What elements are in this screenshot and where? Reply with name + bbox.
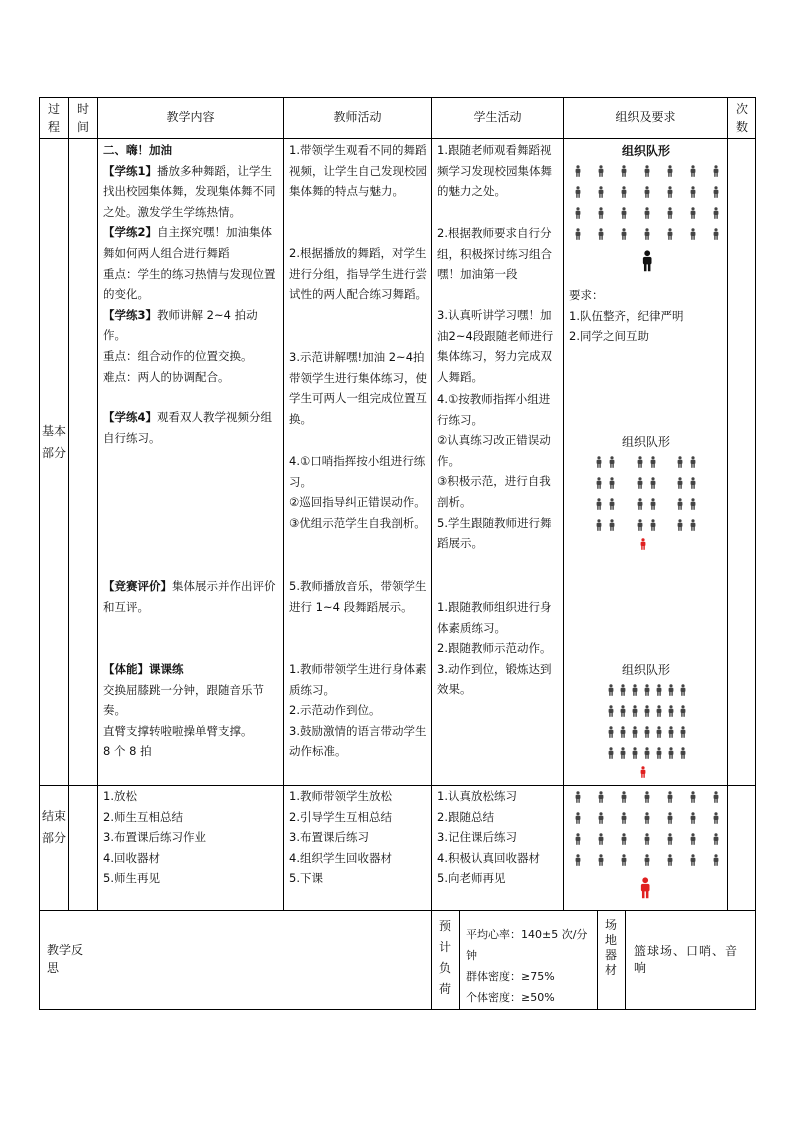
student-icon: [712, 207, 720, 219]
load-label: 预计负荷: [438, 919, 451, 996]
content-competition: 【竞赛评价】集体展示并作出评价和互评。: [103, 579, 276, 614]
org-requirements: 要求： 1.队伍整齐，纪律严明 2.同学之间互助: [569, 288, 684, 344]
formation-1: [564, 160, 728, 280]
student-icon: [666, 228, 674, 240]
venue-value: 篮球场、口哨、音响: [634, 944, 739, 975]
student-icon: [620, 207, 628, 219]
student-icon: [667, 747, 675, 759]
student-icon: [676, 498, 684, 510]
student-icon: [597, 186, 605, 198]
student-icon: [679, 705, 687, 717]
student-icon: [643, 726, 651, 738]
header-teacher: 教师活动: [333, 110, 382, 124]
basic-teacher-1: 1.带领学生观看不同的舞蹈视频，让学生自己发现校园集体舞的特点与魅力。: [289, 143, 427, 199]
teacher-icon: [639, 538, 647, 550]
end-student: 1.认真放松练习 2.跟随总结 3.记住课后练习 4.积极认真回收器材 5.向老师再见: [437, 789, 540, 886]
venue-label: 场地器材: [604, 918, 617, 977]
student-icon: [666, 812, 674, 824]
student-icon: [597, 207, 605, 219]
content-item-4: 【学练3】教师讲解 2~4 拍动作。: [103, 307, 258, 343]
student-icon: [597, 165, 605, 177]
student-icon: [636, 456, 644, 468]
student-icon: [636, 519, 644, 531]
student-icon: [619, 705, 627, 717]
student-icon: [712, 228, 720, 240]
header-count: 次数: [735, 102, 748, 134]
student-icon: [620, 812, 628, 824]
student-icon: [649, 519, 657, 531]
student-icon: [643, 747, 651, 759]
student-icon: [689, 854, 697, 866]
student-icon: [643, 228, 651, 240]
student-icon: [607, 684, 615, 696]
student-icon: [631, 705, 639, 717]
student-icon: [574, 812, 582, 824]
student-icon: [631, 684, 639, 696]
student-icon: [620, 833, 628, 845]
student-icon: [712, 812, 720, 824]
basic-student-3: 3.认真听讲学习嘿！加油2~4段跟随老师进行集体练习，努力完成双人舞蹈。: [437, 308, 554, 384]
student-icon: [689, 519, 697, 531]
student-icon: [620, 186, 628, 198]
student-icon: [667, 684, 675, 696]
student-icon: [666, 207, 674, 219]
formation-3: [564, 680, 728, 780]
student-icon: [574, 207, 582, 219]
student-icon: [574, 854, 582, 866]
student-icon: [595, 498, 603, 510]
end-content: 1.放松 2.师生互相总结 3.布置课后练习作业 4.回收器材 5.师生再见: [103, 789, 206, 886]
student-icon: [620, 854, 628, 866]
teacher-icon: [639, 766, 647, 778]
student-icon: [676, 519, 684, 531]
content-item-6: 难点：两人的协调配合。: [103, 369, 230, 384]
content-item-5: 重点：组合动作的位置交换。: [103, 348, 253, 363]
student-icon: [676, 477, 684, 489]
student-icon: [607, 747, 615, 759]
student-icon: [649, 498, 657, 510]
student-icon: [597, 812, 605, 824]
student-icon: [689, 498, 697, 510]
student-icon: [574, 791, 582, 803]
header-student: 学生活动: [473, 110, 522, 124]
basic-student-5: 1.跟随教师组织进行身体素质练习。 2.跟随教师示范动作。 3.动作到位，锻炼达到效果。: [437, 600, 552, 697]
student-icon: [574, 186, 582, 198]
student-icon: [679, 747, 687, 759]
student-icon: [619, 726, 627, 738]
content-item-1: 【学练1】播放多种舞蹈，让学生找出校园集体舞，发现集体舞不同之处。激发学生学练热情。: [103, 163, 276, 219]
org-title-3: 组织队形: [621, 663, 670, 677]
org-title-1: 组织队形: [621, 144, 670, 158]
student-icon: [649, 456, 657, 468]
student-icon: [676, 456, 684, 468]
student-icon: [689, 228, 697, 240]
student-icon: [689, 207, 697, 219]
student-icon: [597, 854, 605, 866]
basic-student-4: 4.①按教师指挥小组进行练习。 ②认真练习改正错误动作。 ③积极示范，进行自我剖析。 5.学生跟随教师进行舞蹈展示。: [437, 392, 552, 551]
section-basic-label: 基本部分: [42, 424, 67, 460]
header-content: 教学内容: [166, 110, 215, 124]
student-icon: [643, 791, 651, 803]
student-icon: [636, 477, 644, 489]
student-icon: [595, 477, 603, 489]
student-icon: [689, 833, 697, 845]
student-icon: [679, 684, 687, 696]
student-icon: [666, 791, 674, 803]
student-icon: [631, 726, 639, 738]
student-icon: [597, 833, 605, 845]
header-process: 过程: [47, 102, 60, 134]
student-icon: [574, 165, 582, 177]
student-icon: [636, 498, 644, 510]
student-icon: [620, 165, 628, 177]
student-icon: [712, 854, 720, 866]
student-icon: [712, 833, 720, 845]
content-item-2: 【学练2】自主探究嘿！加油集体舞如何两人组合进行舞蹈: [103, 225, 273, 260]
teacher-icon: [640, 250, 654, 272]
basic-student-2: 2.根据教师要求自行分组，积极探讨练习组合嘿！加油第一段: [437, 226, 552, 282]
student-icon: [655, 726, 663, 738]
formation-2: [564, 452, 728, 552]
student-icon: [666, 186, 674, 198]
student-icon: [631, 747, 639, 759]
student-icon: [643, 833, 651, 845]
student-icon: [597, 791, 605, 803]
basic-teacher-2: 2.根据播放的舞蹈，对学生进行分组，指导学生进行尝试性的两人配合练习舞蹈。: [289, 246, 427, 302]
student-icon: [643, 812, 651, 824]
student-icon: [689, 812, 697, 824]
student-icon: [620, 791, 628, 803]
student-icon: [597, 228, 605, 240]
student-icon: [689, 456, 697, 468]
student-icon: [643, 207, 651, 219]
basic-teacher-3: 3.示范讲解嘿!加油 2~4拍带领学生进行集体练习，使学生可两人一组完成位置互换。: [289, 350, 427, 426]
content-item-7: 【学练4】观看双人教学视频分组自行练习。: [103, 410, 273, 445]
basic-teacher-4: 4.①口哨指挥按小组进行练习。 ②巡回指导纠正错误动作。 ③优组示范学生自我剖析。: [289, 454, 426, 530]
student-icon: [643, 186, 651, 198]
student-icon: [667, 705, 675, 717]
org-title-2: 组织队形: [621, 435, 670, 449]
content-fitness: 【体能】课课练 交换屈膝跳一分钟，跟随音乐节奏。 直臂支撑转啦啦操单臂支撑。 8 个 8 拍: [103, 662, 264, 759]
student-icon: [608, 498, 616, 510]
student-icon: [608, 519, 616, 531]
student-icon: [679, 726, 687, 738]
student-icon: [643, 705, 651, 717]
student-icon: [712, 165, 720, 177]
student-icon: [667, 726, 675, 738]
student-icon: [655, 684, 663, 696]
student-icon: [655, 705, 663, 717]
student-icon: [649, 477, 657, 489]
student-icon: [595, 519, 603, 531]
header-time: 时间: [76, 102, 89, 134]
end-teacher: 1.教师带领学生放松 2.引导学生互相总结 3.布置课后练习 4.组织学生回收器材 5.下课: [289, 789, 392, 886]
reflect-label: 教学反思: [47, 943, 84, 975]
teacher-icon: [638, 877, 652, 899]
load-values: 平均心率：140±5 次/分钟 群体密度：≥75% 个体密度：≥50%: [466, 928, 588, 1004]
student-icon: [643, 165, 651, 177]
student-icon: [712, 791, 720, 803]
content-item-3: 重点：学生的练习热情与发现位置的变化。: [103, 266, 276, 302]
student-icon: [689, 791, 697, 803]
student-icon: [666, 165, 674, 177]
basic-content: [103, 140, 277, 448]
student-icon: [689, 165, 697, 177]
student-icon: [643, 854, 651, 866]
content-title: 二、嗨！加油: [103, 143, 172, 157]
basic-student-1: 1.跟随老师观看舞蹈视频学习发现校园集体舞的魅力之处。: [437, 143, 552, 199]
student-icon: [643, 684, 651, 696]
student-icon: [607, 726, 615, 738]
student-icon: [607, 705, 615, 717]
student-icon: [655, 747, 663, 759]
student-icon: [620, 228, 628, 240]
student-icon: [608, 456, 616, 468]
student-icon: [595, 456, 603, 468]
formation-end: [564, 787, 728, 907]
student-icon: [666, 854, 674, 866]
basic-teacher-5: 5.教师播放音乐，带领学生进行 1~4 段舞蹈展示。: [289, 579, 427, 614]
student-icon: [666, 833, 674, 845]
header-org: 组织及要求: [615, 110, 676, 124]
student-icon: [619, 684, 627, 696]
student-icon: [574, 833, 582, 845]
student-icon: [619, 747, 627, 759]
student-icon: [608, 477, 616, 489]
student-icon: [689, 186, 697, 198]
basic-teacher-6: 1.教师带领学生进行身体素质练习。 2.示范动作到位。 3.鼓励激情的语言带动学生动作标准。: [289, 662, 427, 759]
section-end-label: 结束部分: [42, 809, 67, 845]
student-icon: [574, 228, 582, 240]
student-icon: [689, 477, 697, 489]
student-icon: [712, 186, 720, 198]
